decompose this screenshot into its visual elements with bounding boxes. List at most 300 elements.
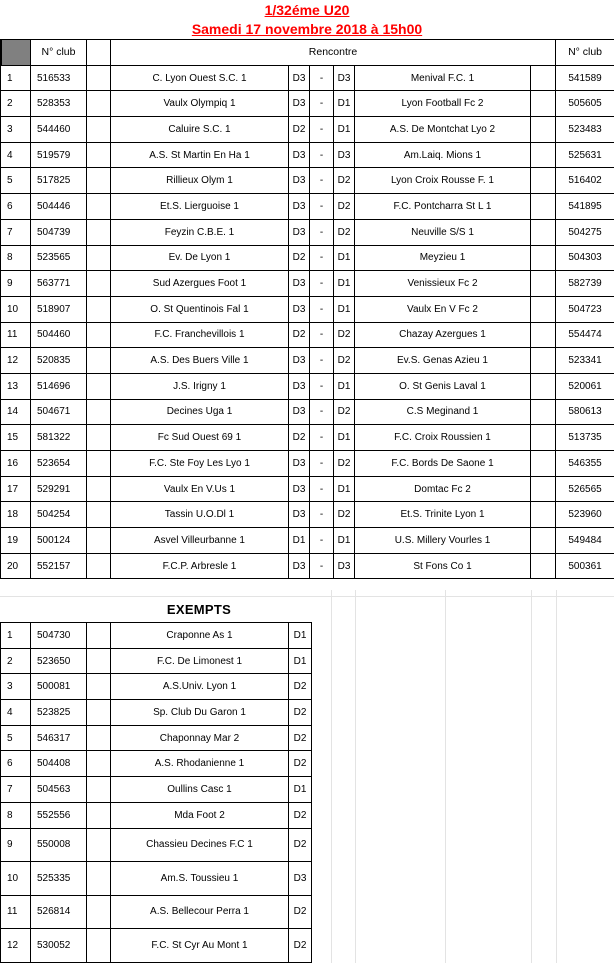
blank-cell [531,245,556,271]
exempt-row [1,862,312,896]
away-club-name: Chazay Azergues 1 [355,322,531,348]
away-club-name: F.C. Bords De Saone 1 [355,451,531,477]
blank-cell [531,65,556,91]
versus-separator: - [310,219,334,245]
home-club-id: 504254 [31,502,87,528]
blank-cell [87,751,111,777]
match-number: 18 [1,502,31,528]
away-club-name: F.C. Pontcharra St L 1 [355,194,531,220]
match-row [1,476,614,502]
home-division: D3 [289,373,310,399]
exempt-row [1,700,312,726]
versus-separator: - [310,348,334,374]
blank-cell [531,553,556,579]
away-division: D2 [334,502,355,528]
versus-separator: - [310,117,334,143]
exempt-number: 11 [1,895,31,929]
blank-cell [531,399,556,425]
home-club-id: 518907 [31,296,87,322]
away-club-id: 504275 [556,219,614,245]
away-club-name: Ev.S. Genas Azieu 1 [355,348,531,374]
versus-separator: - [310,168,334,194]
away-club-id: 504303 [556,245,614,271]
exempt-number: 3 [1,674,31,700]
away-club-name: Et.S. Trinite Lyon 1 [355,502,531,528]
away-club-id: 520061 [556,373,614,399]
exempt-division: D1 [289,777,312,803]
home-club-name: Feyzin C.B.E. 1 [111,219,289,245]
away-club-name: F.C. Croix Roussien 1 [355,425,531,451]
home-division: D3 [289,271,310,297]
away-club-id: 526565 [556,476,614,502]
away-club-name: Menival F.C. 1 [355,65,531,91]
match-row [1,142,614,168]
match-number: 19 [1,528,31,554]
away-club-id: 523483 [556,117,614,143]
blank-cell [531,373,556,399]
exempt-club-id: 552556 [31,802,87,828]
home-division: D3 [289,219,310,245]
exempt-division: D2 [289,895,312,929]
exempt-club-name: Am.S. Toussieu 1 [111,862,289,896]
home-club-id: 520835 [31,348,87,374]
blank-cell [87,725,111,751]
home-club-name: A.S. St Martin En Ha 1 [111,142,289,168]
match-number: 13 [1,373,31,399]
home-division: D3 [289,296,310,322]
exempt-club-name: A.S. Rhodanienne 1 [111,751,289,777]
away-club-name: Meyzieu 1 [355,245,531,271]
exempt-division: D3 [289,862,312,896]
exempts-table [0,622,312,963]
blank-cell [87,245,111,271]
exempt-row [1,895,312,929]
exempt-club-name: Chassieu Decines F.C 1 [111,828,289,862]
versus-separator: - [310,322,334,348]
home-club-id: 504460 [31,322,87,348]
blank-cell [531,451,556,477]
blank-cell [531,168,556,194]
exempt-club-name: Sp. Club Du Garon 1 [111,700,289,726]
exempt-row [1,674,312,700]
blank-cell [531,425,556,451]
exempt-division: D2 [289,751,312,777]
home-club-name: Vaulx Olympiq 1 [111,91,289,117]
match-row [1,451,614,477]
exempt-division: D1 [289,648,312,674]
away-club-name: U.S. Millery Vourles 1 [355,528,531,554]
exempt-number: 5 [1,725,31,751]
away-club-id: 580613 [556,399,614,425]
blank-cell [87,168,111,194]
versus-separator: - [310,451,334,477]
exempt-division: D2 [289,802,312,828]
blank-cell [87,194,111,220]
match-number: 8 [1,245,31,271]
home-division: D3 [289,65,310,91]
home-club-id: 528353 [31,91,87,117]
home-club-id: 523565 [31,245,87,271]
exempt-number: 1 [1,623,31,649]
exempts-title: EXEMPTS [166,602,232,617]
exempt-club-name: Mda Foot 2 [111,802,289,828]
match-number: 12 [1,348,31,374]
blank-cell [531,271,556,297]
versus-separator: - [310,194,334,220]
match-row [1,373,614,399]
match-row [1,296,614,322]
page-title: 1/32éme U20 [264,2,350,18]
home-club-id: 519579 [31,142,87,168]
match-number: 3 [1,117,31,143]
page-subtitle: Samedi 17 novembre 2018 à 15h00 [191,21,423,37]
home-club-name: Rillieux Olym 1 [111,168,289,194]
versus-separator: - [310,425,334,451]
blank-cell [87,828,111,862]
away-division: D1 [334,476,355,502]
exempt-club-id: 526814 [31,895,87,929]
exempt-row [1,751,312,777]
blank-cell [531,91,556,117]
match-row [1,399,614,425]
away-club-id: 504723 [556,296,614,322]
home-club-name: Et.S. Lierguoise 1 [111,194,289,220]
away-division: D2 [334,219,355,245]
blank-cell [87,502,111,528]
match-row [1,348,614,374]
away-club-name: Lyon Football Fc 2 [355,91,531,117]
home-club-id: 523654 [31,451,87,477]
home-club-id: 544460 [31,117,87,143]
versus-separator: - [310,271,334,297]
exempt-club-name: A.S. Bellecour Perra 1 [111,895,289,929]
exempt-number: 9 [1,828,31,862]
home-division: D3 [289,553,310,579]
match-number: 9 [1,271,31,297]
home-club-id: 563771 [31,271,87,297]
match-number: 15 [1,425,31,451]
home-club-id: 581322 [31,425,87,451]
away-club-id: 500361 [556,553,614,579]
home-club-id: 504446 [31,194,87,220]
match-number: 1 [1,65,31,91]
blank-cell [531,476,556,502]
exempt-club-name: Oullins Casc 1 [111,777,289,803]
blank-cell [87,553,111,579]
blank-cell [87,425,111,451]
match-number: 20 [1,553,31,579]
header-row [1,40,614,66]
away-club-id: 541895 [556,194,614,220]
versus-separator: - [310,528,334,554]
home-club-id: 504739 [31,219,87,245]
match-row [1,271,614,297]
match-row [1,117,614,143]
away-club-id: 582739 [556,271,614,297]
blank-cell [87,219,111,245]
home-club-name: Tassin U.O.Dl 1 [111,502,289,528]
match-number: 2 [1,91,31,117]
exempt-division: D2 [289,929,312,963]
blank-cell [531,348,556,374]
blank-cell [87,528,111,554]
blank-cell [87,648,111,674]
blank-cell [87,373,111,399]
home-club-id: 504671 [31,399,87,425]
home-club-id: 500124 [31,528,87,554]
exempt-row [1,828,312,862]
home-club-id: 514696 [31,373,87,399]
home-club-name: Vaulx En V.Us 1 [111,476,289,502]
blank-cell [87,296,111,322]
home-division: D3 [289,399,310,425]
exempt-row [1,802,312,828]
home-division: D2 [289,322,310,348]
blank-cell [87,862,111,896]
exempt-club-name: A.S.Univ. Lyon 1 [111,674,289,700]
away-division: D1 [334,91,355,117]
away-club-id: 546355 [556,451,614,477]
exempt-number: 7 [1,777,31,803]
home-club-name: F.C. Ste Foy Les Lyo 1 [111,451,289,477]
home-club-id: 517825 [31,168,87,194]
match-row [1,168,614,194]
blank-cell [87,476,111,502]
versus-separator: - [310,502,334,528]
exempt-club-id: 525335 [31,862,87,896]
exempt-number: 6 [1,751,31,777]
away-club-id: 549484 [556,528,614,554]
blank-cell [531,296,556,322]
exempt-club-name: F.C. St Cyr Au Mont 1 [111,929,289,963]
home-club-name: F.C. Franchevillois 1 [111,322,289,348]
exempt-number: 12 [1,929,31,963]
match-number: 7 [1,219,31,245]
exempt-club-id: 550008 [31,828,87,862]
home-division: D3 [289,91,310,117]
blank-cell [87,802,111,828]
blank-cell [87,65,111,91]
header-club-no-left: N° club [31,40,87,66]
home-club-id: 552157 [31,553,87,579]
away-club-id: 523960 [556,502,614,528]
blank-cell [87,271,111,297]
away-club-name: C.S Meginand 1 [355,399,531,425]
blank-cell [531,322,556,348]
versus-separator: - [310,373,334,399]
exempt-club-id: 500081 [31,674,87,700]
match-number: 16 [1,451,31,477]
blank-cell [531,528,556,554]
away-club-id: 516402 [556,168,614,194]
blank-cell [531,194,556,220]
exempt-club-id: 546317 [31,725,87,751]
home-division: D3 [289,194,310,220]
versus-separator: - [310,476,334,502]
versus-separator: - [310,553,334,579]
home-club-name: Decines Uga 1 [111,399,289,425]
blank-cell [531,219,556,245]
versus-separator: - [310,245,334,271]
exempt-division: D1 [289,623,312,649]
exempt-row [1,725,312,751]
blank-cell [87,929,111,963]
home-club-name: C. Lyon Ouest S.C. 1 [111,65,289,91]
home-club-id: 529291 [31,476,87,502]
away-club-name: Neuville S/S 1 [355,219,531,245]
away-club-id: 541589 [556,65,614,91]
away-club-name: Venissieux Fc 2 [355,271,531,297]
away-division: D1 [334,271,355,297]
home-division: D3 [289,168,310,194]
home-club-name: Ev. De Lyon 1 [111,245,289,271]
away-division: D1 [334,373,355,399]
away-division: D1 [334,528,355,554]
away-club-id: 525631 [556,142,614,168]
exempt-division: D2 [289,700,312,726]
away-division: D2 [334,194,355,220]
header-blank [87,40,111,66]
blank-cell [87,623,111,649]
exempt-number: 2 [1,648,31,674]
home-club-name: A.S. Des Buers Ville 1 [111,348,289,374]
home-division: D2 [289,117,310,143]
home-division: D2 [289,425,310,451]
match-row [1,425,614,451]
away-division: D3 [334,65,355,91]
away-club-name: Lyon Croix Rousse F. 1 [355,168,531,194]
away-club-name: Domtac Fc 2 [355,476,531,502]
exempt-club-id: 504408 [31,751,87,777]
home-division: D3 [289,476,310,502]
away-club-id: 523341 [556,348,614,374]
versus-separator: - [310,65,334,91]
away-club-name: St Fons Co 1 [355,553,531,579]
match-row [1,502,614,528]
exempt-division: D2 [289,674,312,700]
matches-table [0,39,614,579]
exempt-row [1,929,312,963]
blank-cell [531,117,556,143]
header-match: Rencontre [111,40,556,66]
away-division: D2 [334,451,355,477]
match-row [1,219,614,245]
away-club-name: Vaulx En V Fc 2 [355,296,531,322]
match-row [1,194,614,220]
away-club-name: A.S. De Montchat Lyo 2 [355,117,531,143]
exempt-division: D2 [289,828,312,862]
versus-separator: - [310,399,334,425]
match-number: 11 [1,322,31,348]
match-number: 14 [1,399,31,425]
home-club-name: Caluire S.C. 1 [111,117,289,143]
exempt-club-id: 504563 [31,777,87,803]
blank-cell [87,895,111,929]
match-number: 10 [1,296,31,322]
exempt-club-id: 523825 [31,700,87,726]
home-division: D1 [289,528,310,554]
away-division: D2 [334,322,355,348]
exempt-club-id: 504730 [31,623,87,649]
exempt-row [1,648,312,674]
blank-cell [531,142,556,168]
exempt-row [1,777,312,803]
home-division: D3 [289,451,310,477]
match-number: 6 [1,194,31,220]
away-division: D3 [334,553,355,579]
blank-cell [87,674,111,700]
home-club-name: Sud Azergues Foot 1 [111,271,289,297]
match-row [1,528,614,554]
exempt-number: 8 [1,802,31,828]
home-division: D3 [289,348,310,374]
match-row [1,91,614,117]
home-club-name: Asvel Villeurbanne 1 [111,528,289,554]
away-division: D1 [334,245,355,271]
home-club-name: O. St Quentinois Fal 1 [111,296,289,322]
exempt-club-name: F.C. De Limonest 1 [111,648,289,674]
exempt-club-id: 530052 [31,929,87,963]
exempt-club-id: 523650 [31,648,87,674]
blank-cell [87,451,111,477]
match-row [1,65,614,91]
versus-separator: - [310,296,334,322]
blank-cell [531,502,556,528]
home-club-id: 516533 [31,65,87,91]
match-number: 4 [1,142,31,168]
versus-separator: - [310,142,334,168]
blank-cell [87,348,111,374]
away-club-id: 505605 [556,91,614,117]
home-division: D3 [289,502,310,528]
away-division: D3 [334,142,355,168]
hatch-cell [1,40,31,66]
blank-cell [87,399,111,425]
blank-cell [87,322,111,348]
versus-separator: - [310,91,334,117]
home-club-name: Fc Sud Ouest 69 1 [111,425,289,451]
match-row [1,245,614,271]
blank-cell [87,777,111,803]
home-division: D3 [289,142,310,168]
blank-cell [87,117,111,143]
away-division: D1 [334,425,355,451]
match-number: 17 [1,476,31,502]
away-club-id: 554474 [556,322,614,348]
away-club-name: O. St Genis Laval 1 [355,373,531,399]
away-division: D2 [334,399,355,425]
away-division: D1 [334,117,355,143]
blank-cell [87,91,111,117]
exempt-number: 4 [1,700,31,726]
away-division: D2 [334,168,355,194]
home-division: D2 [289,245,310,271]
exempt-number: 10 [1,862,31,896]
blank-cell [87,700,111,726]
away-division: D1 [334,296,355,322]
exempt-division: D2 [289,725,312,751]
away-division: D2 [334,348,355,374]
exempt-row [1,623,312,649]
exempt-club-name: Craponne As 1 [111,623,289,649]
home-club-name: J.S. Irigny 1 [111,373,289,399]
match-number: 5 [1,168,31,194]
header-club-no-right: N° club [556,40,614,66]
match-row [1,553,614,579]
away-club-id: 513735 [556,425,614,451]
blank-cell [87,142,111,168]
home-club-name: F.C.P. Arbresle 1 [111,553,289,579]
